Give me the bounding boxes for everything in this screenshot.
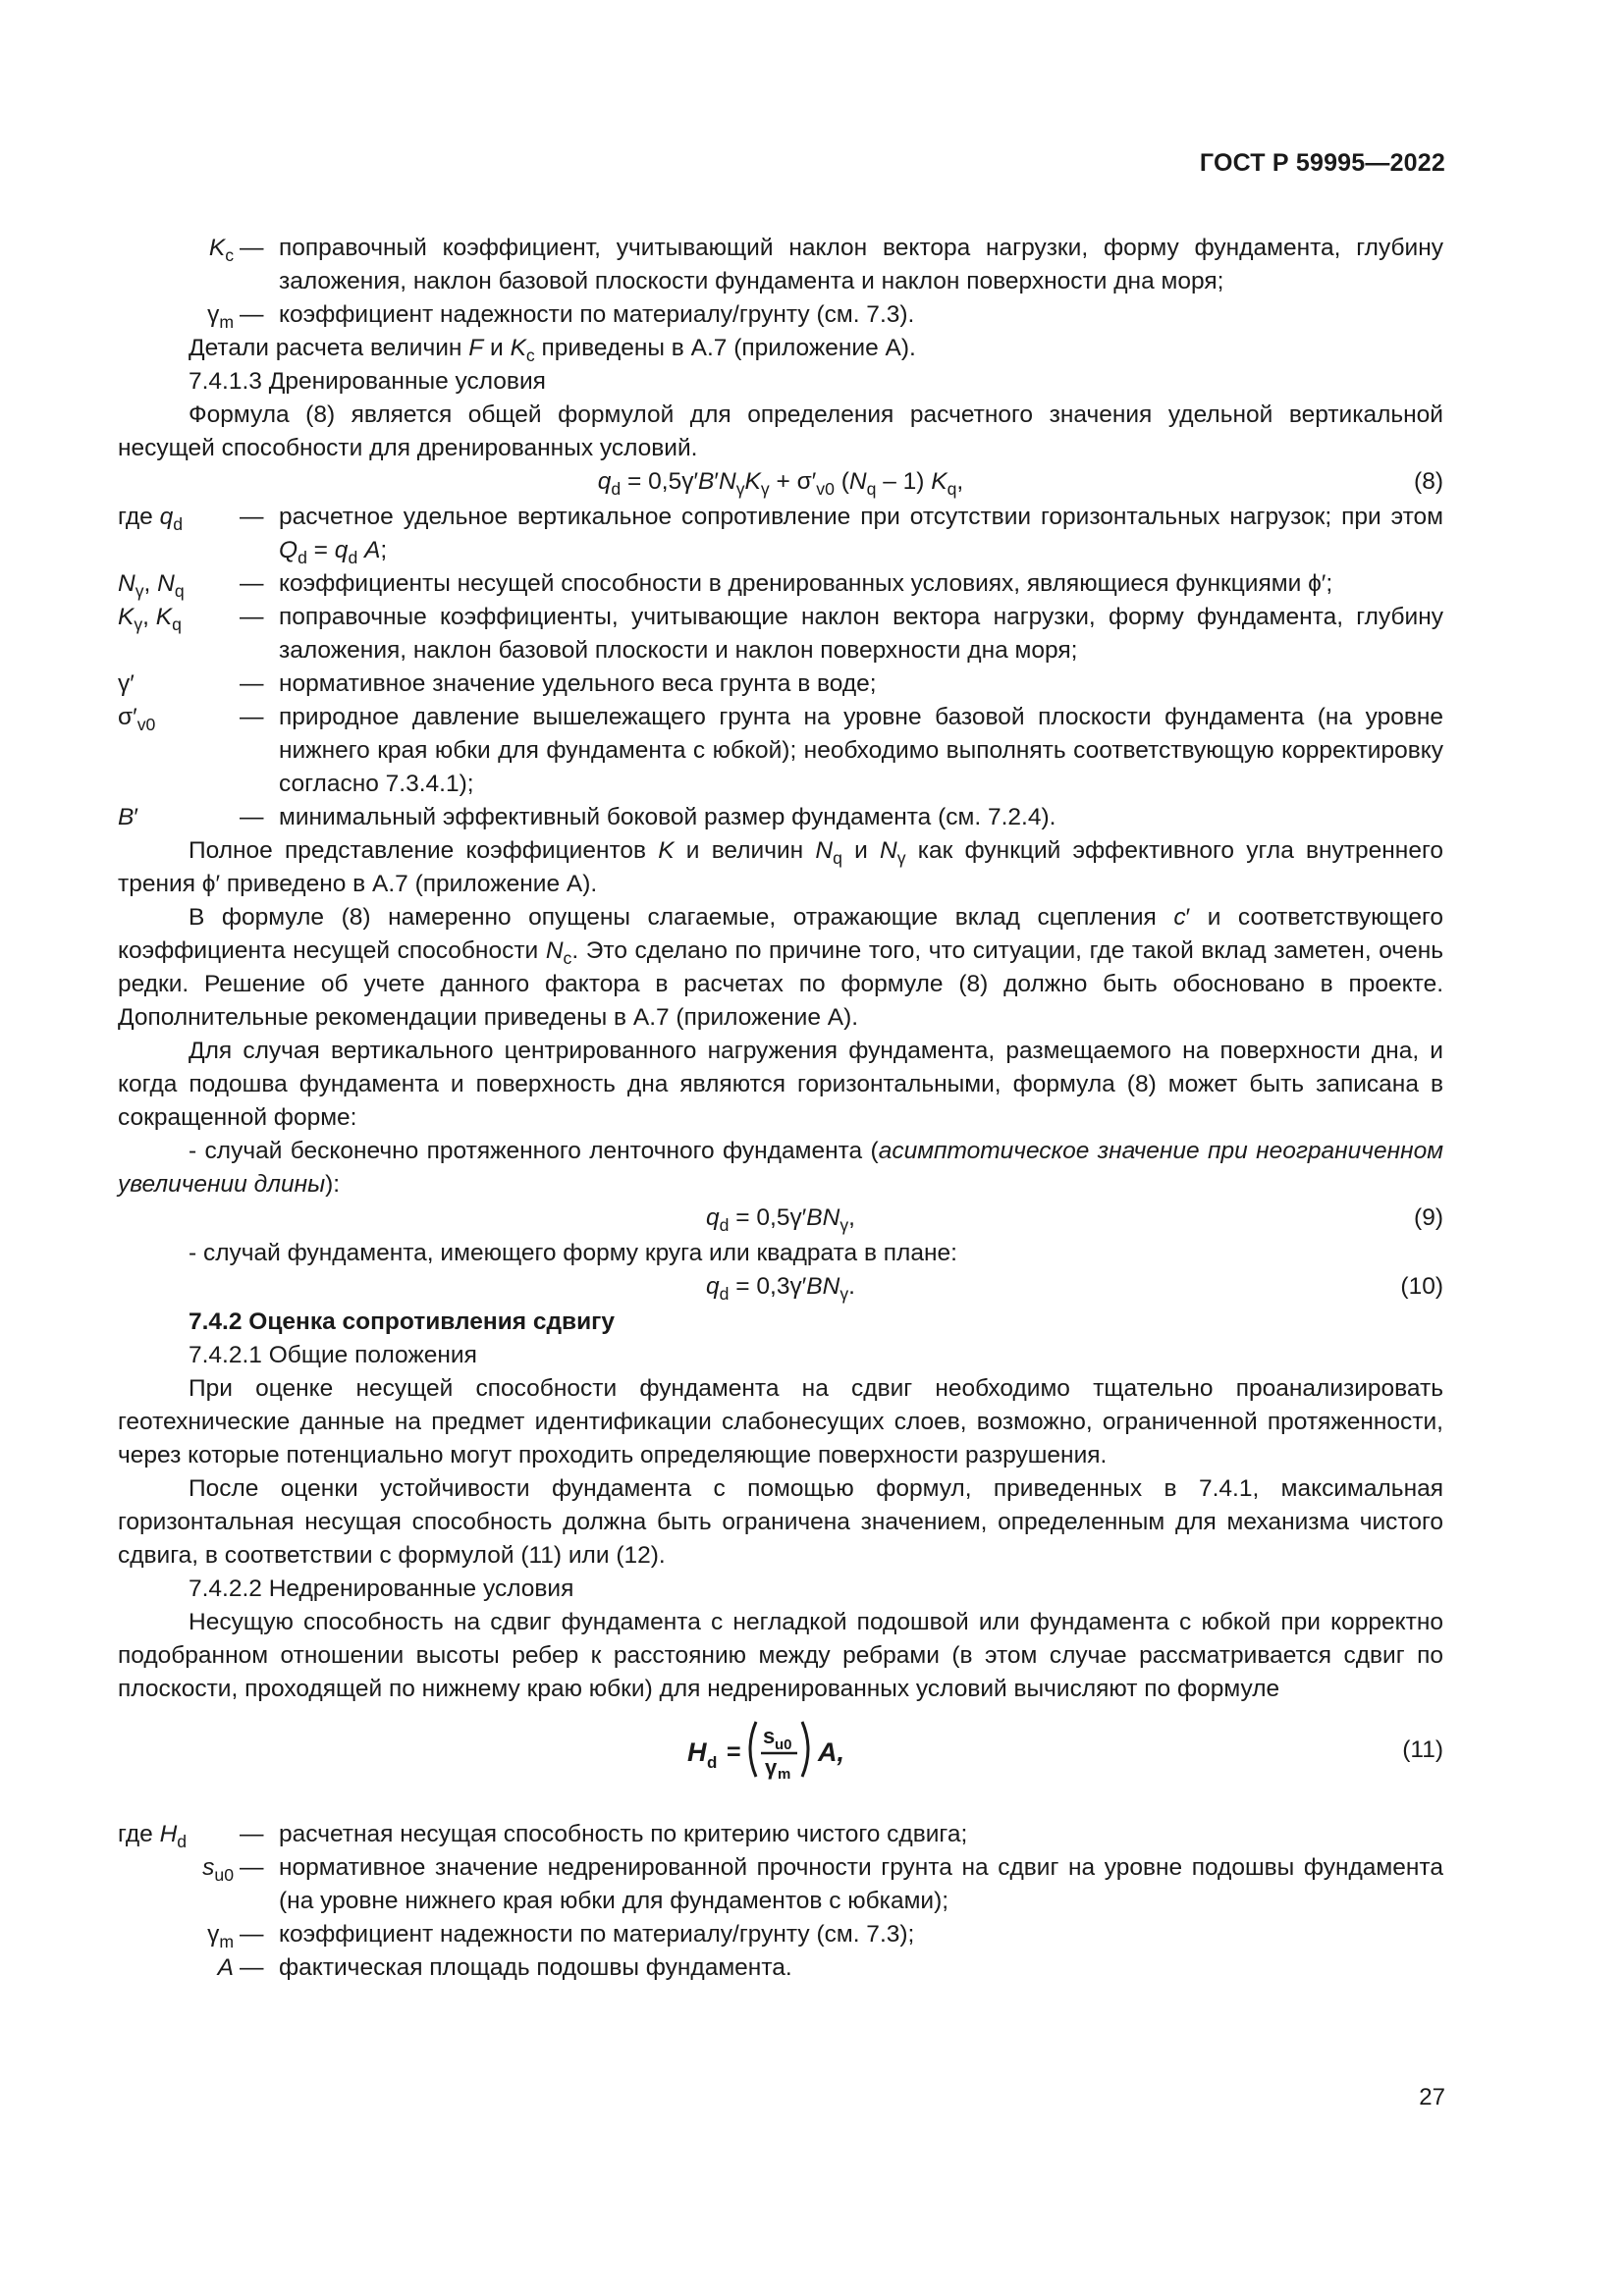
paragraph-coefficients: Полное представление коэффициентов K и величин $N_q$ и $N_\gamma$ как функций эффективного угла внутреннего трения ϕ′ приведено в А.7 (приложение А). bbox=[118, 837, 1443, 897]
symbol-k-gamma-k-q: $K_\gamma$, $K_q$ bbox=[118, 604, 182, 635]
symbol-a: A bbox=[217, 1954, 234, 1981]
em-dash: — bbox=[240, 604, 264, 630]
paragraph-shear-analysis: При оценке несущей способности фундамента на сдвиг необходимо тщательно проанализировать геотехнические данные на предмет идентификации слабонесущих слоев, возможно, ограниченной протяженности, через которые потенциально могут проходить определяющие поверхности разрушения. bbox=[118, 1375, 1443, 1468]
formula-11-denominator-sub: m bbox=[778, 1766, 791, 1783]
definition-k-text: поправочные коэффициенты, учитывающие наклон вектора нагрузки, форму фундамента, глубину заложения, наклон базовой плоскости и наклон поверхности дна моря; bbox=[279, 604, 1443, 664]
paragraph-vertical-loading: Для случая вертикального центрированного нагружения фундамента, размещаемого на поверхности дна, и когда подошва фундамента и поверхность дна являются горизонтальными, формула (8) может быть записана в сокращенной форме: bbox=[118, 1038, 1443, 1131]
formula-11-lhs: H bbox=[687, 1737, 707, 1767]
em-dash: — bbox=[240, 1854, 264, 1881]
formula-11 bbox=[118, 1710, 1443, 1789]
definition-gamma-prime-text: нормативное значение удельного веса грунта в воде; bbox=[279, 670, 877, 697]
em-dash: — bbox=[240, 570, 264, 597]
em-dash: — bbox=[240, 1821, 264, 1847]
paragraph-undrained-shear: Несущую способность на сдвиг фундамента с негладкой подошвой или фундамента с юбкой при корректно подобранном отношении высоты ребер к расстоянию между ребрами (в этом случае рассматривается сдвиг по плоскости, проходящей по нижнему краю юбки) для недренированных условий вычисляют по формуле bbox=[118, 1609, 1443, 1702]
list-item-circle-square: - случай фундамента, имеющего форму круга или квадрата в плане: bbox=[189, 1240, 957, 1266]
symbol-kc: $K_c$ bbox=[208, 235, 234, 266]
em-dash: — bbox=[240, 235, 264, 261]
symbol-n-gamma-n-q: $N_\gamma$, $N_q$ bbox=[118, 570, 185, 602]
section-742-heading: 7.4.2 Оценка сопротивления сдвигу bbox=[189, 1308, 616, 1335]
definition-kc-text: поправочный коэффициент, учитывающий наклон вектора нагрузки, форму фундамента, глубину заложения, наклон базовой плоскости фундамента и наклон поверхности дна моря; bbox=[279, 235, 1443, 294]
definition-qd bbox=[118, 501, 1443, 567]
em-dash: — bbox=[240, 1921, 264, 1948]
formula-11-lhs-sub: d bbox=[707, 1753, 718, 1772]
details-paragraph: Детали расчета величин F и $K_c$ приведены в А.7 (приложение А). bbox=[189, 335, 916, 366]
formula-11-numerator-sub: u0 bbox=[775, 1736, 792, 1753]
definition-a bbox=[118, 1951, 1443, 1985]
formula-8 bbox=[118, 465, 1443, 501]
formula-9-number: (9) bbox=[1414, 1204, 1443, 1231]
page-number: 27 bbox=[1419, 2084, 1445, 2110]
definition-gamma-prime bbox=[118, 667, 1443, 701]
list-item-strip-foundation: - случай бесконечно протяженного ленточного фундамента (асимптотическое значение при неограниченном увеличении длины): bbox=[118, 1138, 1443, 1198]
symbol-gamma-m-2: $\gamma_m$ bbox=[207, 1921, 234, 1952]
definition-b-prime-text: минимальный эффективный боковой размер фундамента (см. 7.2.4). bbox=[279, 804, 1056, 830]
symbol-hd: где $H_d$ bbox=[118, 1821, 188, 1852]
definition-qd-text: расчетное удельное вертикальное сопротивление при отсутствии горизонтальных нагрузок; при этом $Q_d = q_d$ A; bbox=[279, 504, 1443, 568]
definition-sigma-v0 bbox=[118, 701, 1443, 801]
symbol-gamma-prime: γ′ bbox=[118, 670, 135, 697]
definition-kc bbox=[118, 232, 1443, 298]
paragraph-horizontal-capacity: После оценки устойчивости фундамента с помощью формул, приведенных в 7.4.1, максимальная горизонтальная несущая способность должна быть ограничена значением, определенным для механизма чистого сдвига, в соответствии с формулой (11) или (12). bbox=[118, 1475, 1443, 1569]
definition-b-prime bbox=[118, 801, 1443, 834]
formula8-intro: Формула (8) является общей формулой для определения расчетного значения удельной вертикальной несущей способности для дренированных условий. bbox=[118, 401, 1443, 461]
svg-text:=: = bbox=[727, 1738, 741, 1766]
definition-n-gamma-n-q bbox=[118, 567, 1443, 601]
em-dash: — bbox=[240, 670, 264, 697]
formula-10-expression: $q_d = 0,3\gamma'BN_\gamma$. bbox=[706, 1273, 855, 1305]
definition-gamma-m-text: коэффициент надежности по материалу/грунту (см. 7.3). bbox=[279, 301, 915, 328]
formula-10 bbox=[118, 1270, 1443, 1306]
formula-11-rhs: A, bbox=[818, 1737, 844, 1767]
symbol-su0: $s_{u0}$ bbox=[202, 1854, 234, 1886]
em-dash: — bbox=[240, 704, 264, 730]
formula-8-number: (8) bbox=[1414, 468, 1443, 495]
formula-8-expression: $q_d = 0,5\gamma'B'N_\gamma K_\gamma + \sigma'_{v0}$ $(N_q - 1)$ $K_q$, bbox=[597, 468, 964, 500]
em-dash: — bbox=[240, 1954, 264, 1981]
definition-sigma-text: природное давление вышележащего грунта на уровне базовой плоскости фундамента (на уровне нижнего края юбки для фундамента с юбкой); необходимо выполнять соответствующую корректировку согласно 7.3.4.1); bbox=[279, 704, 1443, 797]
paragraph-formula8-note: В формуле (8) намеренно опущены слагаемые, отражающие вклад сцепления c′ и соответствующего коэффициента несущей способности $N_c$. Это сделано по причине того, что ситуации, где такой вклад заметен, очень редки. Решение об учете данного фактора в расчетах по формуле (8) должно быть обосновано в проекте. Дополнительные рекомендации приведены в А.7 (приложение А). bbox=[118, 904, 1443, 1031]
definition-gamma-m-2-text: коэффициент надежности по материалу/грунту (см. 7.3); bbox=[279, 1921, 915, 1948]
definition-k-gamma-k-q bbox=[118, 601, 1443, 667]
definition-su0-text: нормативное значение недренированной прочности грунта на сдвиг на уровне подошвы фундамента (на уровне нижнего края юбки для фундаментов с юбками); bbox=[279, 1854, 1443, 1914]
em-dash: — bbox=[240, 804, 264, 830]
symbol-gamma-m: $\gamma_m$ bbox=[207, 301, 234, 333]
symbol-b-prime: B′ bbox=[118, 804, 138, 830]
definition-a-text: фактическая площадь подошвы фундамента. bbox=[279, 1954, 792, 1981]
definition-gamma-m bbox=[118, 298, 1443, 332]
formula-11-numerator: s bbox=[763, 1724, 776, 1748]
page-content bbox=[118, 232, 1443, 1985]
em-dash: — bbox=[240, 504, 264, 530]
formula-9-expression: $q_d = 0,5\gamma'BN_\gamma$, bbox=[706, 1204, 855, 1236]
formula-11-denominator: γ bbox=[765, 1755, 778, 1780]
definition-hd-text: расчетная несущая способность по критерию чистого сдвига; bbox=[279, 1821, 968, 1847]
subsection-7413-title: 7.4.1.3 Дренированные условия bbox=[189, 368, 546, 395]
definition-hd bbox=[118, 1818, 1443, 1851]
formula-9 bbox=[118, 1201, 1443, 1237]
document-code-header: ГОСТ Р 59995—2022 bbox=[1199, 149, 1445, 177]
symbol-qd: где $q_d$ bbox=[118, 504, 184, 535]
definition-gamma-m-2 bbox=[118, 1918, 1443, 1951]
subsection-7421-title: 7.4.2.1 Общие положения bbox=[189, 1342, 477, 1368]
em-dash: — bbox=[240, 301, 264, 328]
formula-11-number: (11) bbox=[1402, 1736, 1443, 1763]
formula-11-graphic bbox=[687, 1710, 884, 1789]
symbol-sigma-v0: $\sigma'_{v0}$ bbox=[118, 704, 156, 735]
subsection-7422-title: 7.4.2.2 Недренированные условия bbox=[189, 1575, 574, 1602]
definition-su0 bbox=[118, 1851, 1443, 1918]
formula-10-number: (10) bbox=[1400, 1273, 1443, 1300]
definition-n-text: коэффициенты несущей способности в дренированных условиях, являющиеся функциями ϕ′; bbox=[279, 570, 1333, 597]
